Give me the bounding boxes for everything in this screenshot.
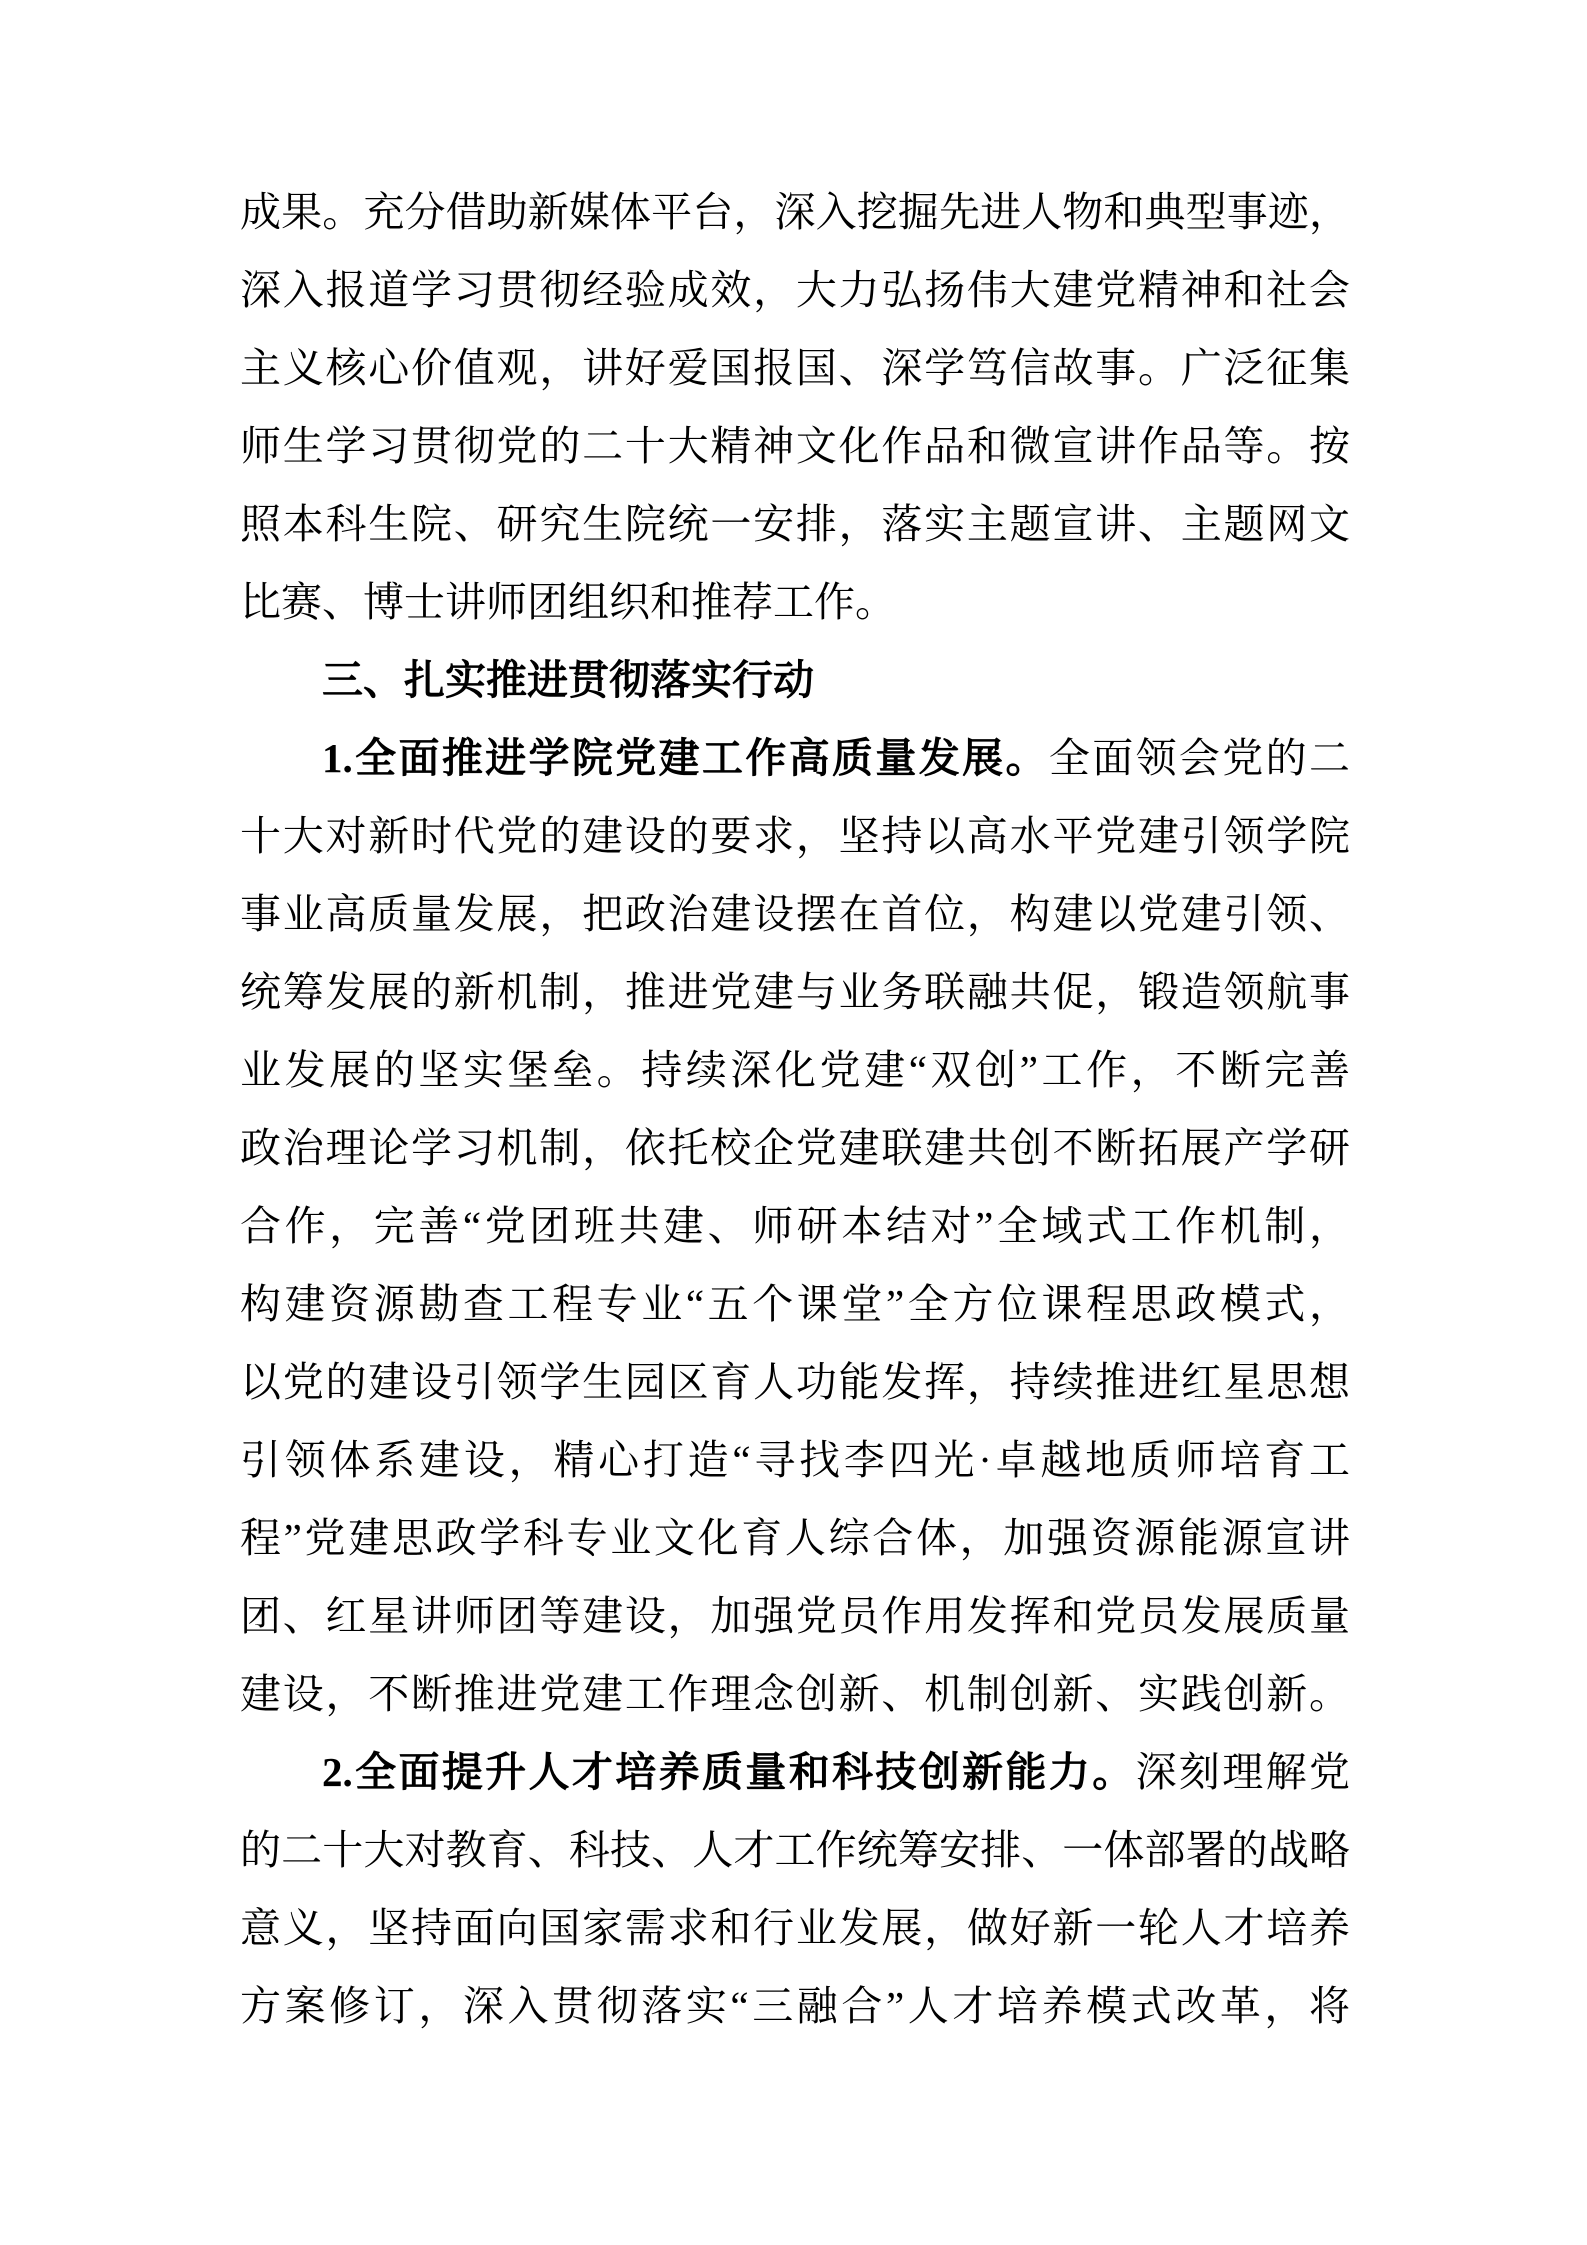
text-segment: 建设，不断推进党建工作理念创新、机制创新、实践创新。 xyxy=(240,1671,1350,1717)
text-line xyxy=(240,173,1350,251)
text-segment: 主义核心价值观，讲好爱国报国、深学笃信故事。广泛征集 xyxy=(240,345,1350,391)
text-line xyxy=(240,719,1350,797)
text-line xyxy=(240,1811,1350,1889)
text-segment: 统筹发展的新机制，推进党建与业务联融共促，锻造领航事 xyxy=(240,969,1350,1015)
text-line xyxy=(240,251,1350,329)
text-segment: 政治理论学习机制，依托校企党建联建共创不断拓展产学研 xyxy=(240,1125,1350,1171)
text-line xyxy=(240,1499,1350,1577)
bold-text-segment: 1.全面推进学院党建工作高质量发展。 xyxy=(322,735,1049,781)
text-line xyxy=(240,1343,1350,1421)
text-segment: 业发展的坚实堡垒。持续深化党建“双创”工作，不断完善 xyxy=(240,1047,1350,1093)
text-segment: 程”党建思政学科专业文化育人综合体，加强资源能源宣讲 xyxy=(240,1515,1350,1561)
text-segment: 团、红星讲师团等建设，加强党员作用发挥和党员发展质量 xyxy=(240,1593,1350,1639)
text-segment: 引领体系建设，精心打造“寻找李四光·卓越地质师培育工 xyxy=(240,1437,1350,1483)
text-line xyxy=(240,1577,1350,1655)
section-heading xyxy=(240,641,1350,719)
text-line xyxy=(240,407,1350,485)
text-segment: 以党的建设引领学生园区育人功能发挥，持续推进红星思想 xyxy=(240,1359,1350,1405)
bold-text-segment: 2.全面提升人才培养质量和科技创新能力。 xyxy=(322,1749,1136,1795)
text-line xyxy=(240,1265,1350,1343)
text-segment: 方案修订，深入贯彻落实“三融合”人才培养模式改革，将 xyxy=(240,1983,1350,2029)
text-line xyxy=(240,1421,1350,1499)
text-segment: 意义，坚持面向国家需求和行业发展，做好新一轮人才培养 xyxy=(240,1905,1350,1951)
bold-text-segment: 三、扎实推进贯彻落实行动 xyxy=(322,657,814,703)
text-line xyxy=(240,1967,1350,2045)
text-line xyxy=(240,953,1350,1031)
text-segment: 照本科生院、研究生院统一安排，落实主题宣讲、主题网文 xyxy=(240,501,1350,547)
text-segment: 构建资源勘查工程专业“五个课堂”全方位课程思政模式， xyxy=(240,1281,1350,1327)
text-line xyxy=(240,875,1350,953)
text-segment: 十大对新时代党的建设的要求，坚持以高水平党建引领学院 xyxy=(240,813,1350,859)
text-segment: 深刻理解党 xyxy=(1135,1749,1351,1795)
text-segment: 的二十大对教育、科技、人才工作统筹安排、一体部署的战略 xyxy=(240,1827,1350,1873)
text-segment: 成果。充分借助新媒体平台，深入挖掘先进人物和典型事迹， xyxy=(240,189,1350,235)
text-line xyxy=(240,1733,1350,1811)
text-line xyxy=(240,1031,1350,1109)
text-segment: 事业高质量发展，把政治建设摆在首位，构建以党建引领、 xyxy=(240,891,1350,937)
text-block xyxy=(240,173,1350,2045)
text-line xyxy=(240,1109,1350,1187)
text-segment: 比赛、博士讲师团组织和推荐工作。 xyxy=(240,579,896,625)
text-line xyxy=(240,797,1350,875)
text-segment: 深入报道学习贯彻经验成效，大力弘扬伟大建党精神和社会 xyxy=(240,267,1350,313)
text-line xyxy=(240,1655,1350,1733)
text-line xyxy=(240,563,1350,641)
text-segment: 师生学习贯彻党的二十大精神文化作品和微宣讲作品等。按 xyxy=(240,423,1350,469)
text-line xyxy=(240,1187,1350,1265)
text-line xyxy=(240,329,1350,407)
text-segment: 全面领会党的二 xyxy=(1048,735,1351,781)
text-segment: 合作，完善“党团班共建、师研本结对”全域式工作机制， xyxy=(240,1203,1350,1249)
text-line xyxy=(240,1889,1350,1967)
text-line xyxy=(240,485,1350,563)
